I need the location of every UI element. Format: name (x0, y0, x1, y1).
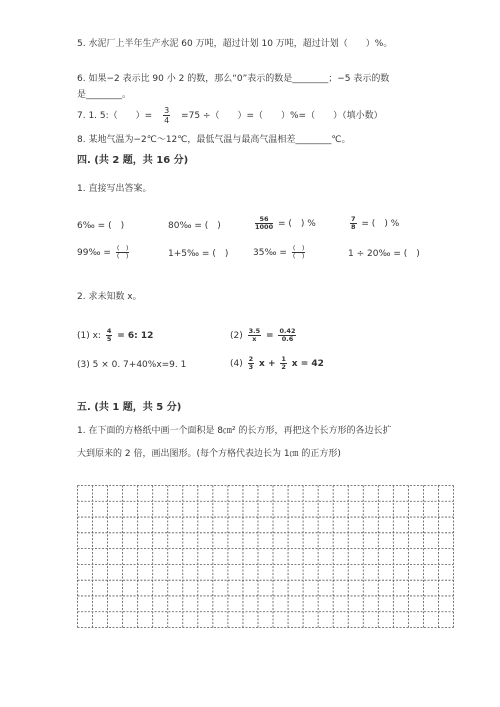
equation-3: (3) 5 × 0. 7+40%x=9. 1 (77, 360, 187, 370)
fraction-denominator: 5 (106, 335, 112, 343)
calc-prefix: 35‰ = (253, 248, 287, 258)
equation-middle: x + (259, 359, 276, 369)
section-4-heading: 四. (共 2 题，共 16 分) (77, 155, 189, 166)
question-6-line1: 6. 如果−2 表示比 90 小 2 的数，那么“0”表示的数是________；−5 表示的数 (77, 74, 390, 84)
question-7-part-a: 7. 1. 5:（ ）= (77, 111, 153, 121)
fraction-numerator: ( ) (292, 244, 305, 252)
question-7-fraction (163, 106, 170, 125)
fraction-denominator: 2 (281, 363, 286, 371)
question-7-part-b: =75 ÷（ ）=（ ）%=（ ）（填小数） (181, 111, 383, 121)
fraction-7-8 (350, 216, 357, 231)
calc-7-over-8 (348, 216, 399, 231)
fraction-0.42-0.6 (278, 328, 296, 343)
fraction-denominator: 4 (164, 116, 170, 125)
fraction-numerator: ( ) (116, 244, 129, 252)
fraction-4-5 (106, 328, 113, 343)
question-7 (77, 106, 383, 125)
fraction-numerator: 2 (248, 355, 254, 363)
fraction-denominator: 0.6 (281, 335, 294, 343)
equation-1 (77, 328, 153, 343)
calc-6-permille: 6‰ = ( ) (77, 221, 125, 231)
calc-prefix: 99‰ = (77, 248, 111, 258)
calc-35-permille (253, 245, 307, 260)
fraction-numerator: 3.5 (248, 327, 261, 335)
fraction-56-1000 (255, 216, 273, 231)
equation-suffix: x = 42 (291, 359, 324, 369)
fraction-2-3 (248, 356, 255, 371)
fraction-denominator: x (252, 335, 257, 343)
section-5-heading: 五. (共 1 题，共 5 分) (77, 402, 182, 413)
equation-prefix: (4) (230, 359, 243, 369)
calc-99-permille (77, 245, 131, 260)
calc-1-div-20-permille: 1 ÷ 20‰ = ( ) (348, 249, 420, 259)
equation-4 (230, 356, 324, 371)
grid-paper[interactable] (77, 485, 454, 628)
calc-tail: = ( ) % (361, 219, 400, 229)
blank-fraction (292, 245, 306, 260)
section-5-q1-line1: 1. 在下面的方格纸中画一个面积是 8㎝² 的长方形，再把这个长方形的各边长扩 (77, 426, 392, 436)
equation-prefix: (1) x: (77, 331, 101, 341)
fraction-numerator: 4 (106, 327, 112, 335)
fraction-denominator: ( ) (292, 252, 305, 260)
fraction-numerator: 0.42 (279, 327, 296, 335)
blank-fraction (116, 245, 130, 260)
fraction-denominator: 8 (351, 223, 356, 231)
calc-80-permille: 80‰ = ( ) (168, 221, 221, 231)
calc-56-over-1000 (253, 216, 316, 231)
equation-2 (230, 328, 298, 343)
fraction-numerator: 7 (351, 215, 356, 223)
equation-suffix: = 6: 12 (117, 331, 154, 341)
calc-tail: = ( ) % (277, 219, 316, 229)
section-4-q2-prompt: 2. 求未知数 x。 (77, 292, 142, 302)
equation-prefix: (2) (230, 331, 243, 341)
fraction-3.5-x (248, 328, 262, 343)
fraction-numerator: 1 (281, 355, 286, 363)
fraction-numerator: 56 (255, 216, 273, 224)
fraction-denominator: 1000 (255, 223, 274, 231)
question-6-line2: 是________。 (77, 90, 132, 100)
calc-1-plus-5-permille: 1+5‰ = ( ) (168, 249, 229, 259)
section-4-q1-prompt: 1. 直接写出答案。 (77, 184, 152, 194)
fraction-numerator: 3 (164, 106, 170, 115)
fraction-denominator: 3 (248, 363, 254, 371)
equals-sign: = (266, 331, 274, 341)
section-5-q1-line2: 大到原来的 2 倍，画出图形。(每个方格代表边长为 1㎝ 的正方形) (77, 449, 341, 459)
fraction-denominator: ( ) (116, 252, 129, 260)
question-5: 5. 水泥厂上半年生产水泥 60 万吨，超过计划 10 万吨，超过计划（ ）%。 (77, 39, 393, 49)
fraction-1-2 (280, 356, 287, 371)
question-8: 8. 某地气温为−2℃～12℃，最低气温与最高气温相差________℃。 (77, 135, 351, 145)
